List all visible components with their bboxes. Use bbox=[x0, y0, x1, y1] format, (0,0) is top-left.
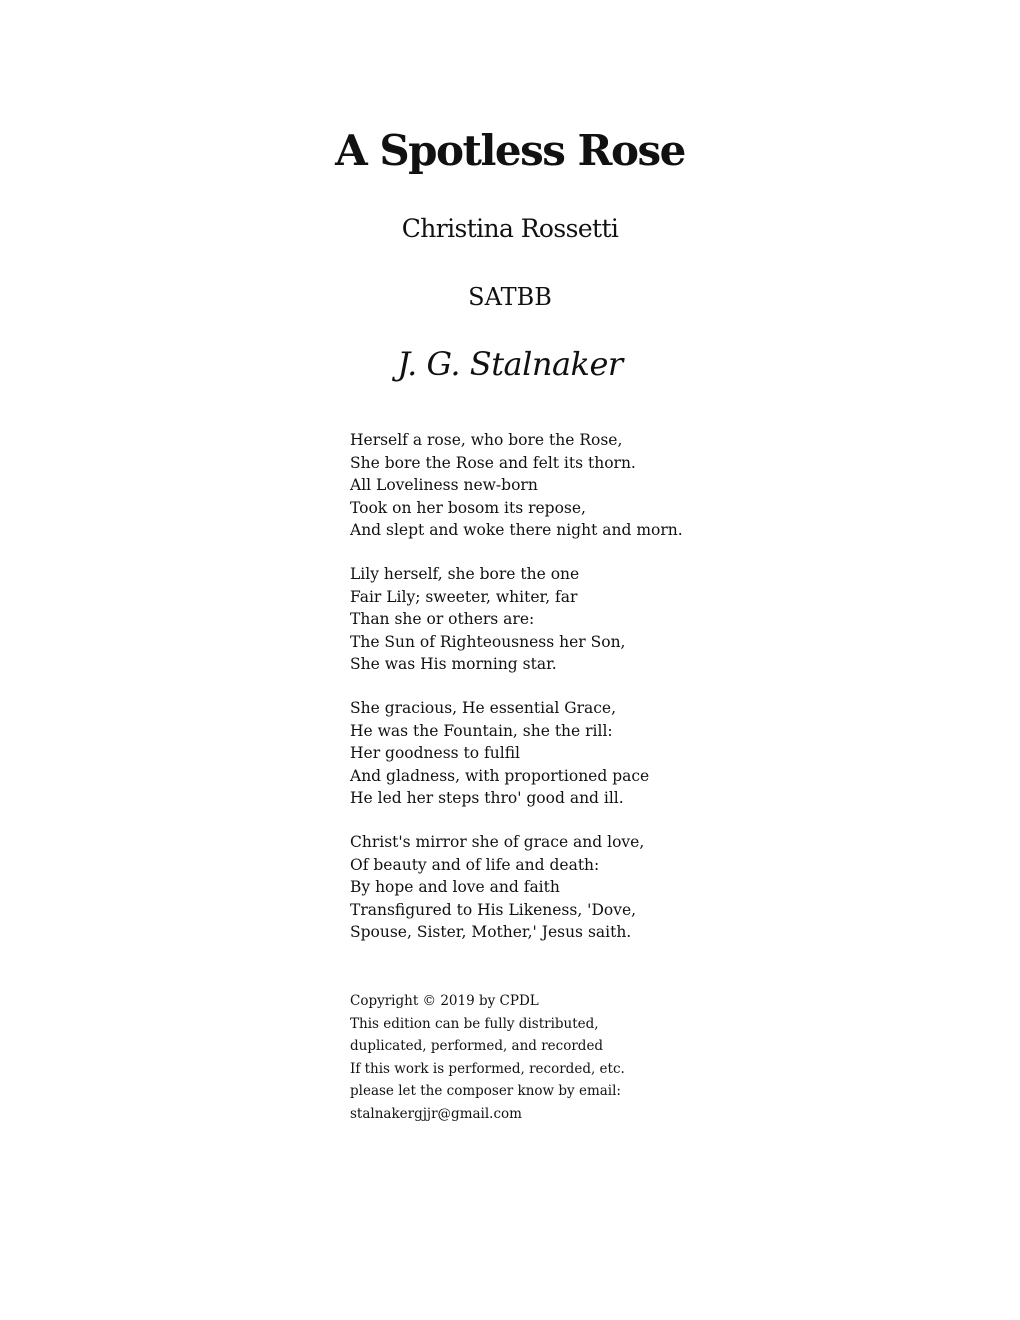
copyright-notice bbox=[350, 990, 950, 1125]
voicing-label: SATBB bbox=[468, 283, 552, 311]
poem-line: The Sun of Righteousness her Son, bbox=[350, 632, 626, 651]
poem-line: And slept and woke there night and morn. bbox=[350, 521, 683, 539]
poem-line: She was His morning star. bbox=[350, 655, 557, 673]
poem-line: Lily herself, she bore the one bbox=[350, 565, 580, 583]
stanza-1 bbox=[350, 429, 950, 542]
stanza-2 bbox=[350, 563, 950, 676]
stanza-4 bbox=[350, 831, 950, 944]
poem-line: Fair Lily; sweeter, whiter, far bbox=[350, 587, 578, 606]
poem-line: Took on her bosom its repose, bbox=[350, 498, 586, 517]
poem-line: She bore the Rose and felt its thorn. bbox=[350, 453, 636, 472]
poem-line: Than she or others are: bbox=[350, 610, 535, 628]
page-title: A Spotless Rose bbox=[335, 126, 685, 175]
poem-line: She gracious, He essential Grace, bbox=[350, 699, 617, 717]
notice-line: please let the composer know by email: bbox=[350, 1083, 621, 1099]
poem-line: All Loveliness new-born bbox=[350, 476, 538, 494]
copyright-line: Copyright © 2019 by CPDL bbox=[350, 993, 539, 1009]
composer-email: stalnakergjjr@gmail.com bbox=[350, 1105, 522, 1122]
license-line: duplicated, performed, and recorded bbox=[350, 1038, 604, 1054]
poem-line: He was the Fountain, she the rill: bbox=[350, 721, 613, 740]
poem-line: And gladness, with proportioned pace bbox=[350, 766, 650, 785]
poem-line: Spouse, Sister, Mother,' Jesus saith. bbox=[350, 923, 632, 941]
poem-line: Her goodness to fulfil bbox=[350, 744, 520, 762]
poem-line: Transfigured to His Likeness, 'Dove, bbox=[350, 900, 637, 919]
stanza-3 bbox=[350, 697, 950, 810]
poem-line: Of beauty and of life and death: bbox=[350, 855, 600, 874]
composer-name: J. G. Stalnaker bbox=[397, 345, 623, 383]
poem-line: By hope and love and faith bbox=[350, 878, 560, 896]
poem-line: Herself a rose, who bore the Rose, bbox=[350, 431, 623, 449]
license-line: This edition can be fully distributed, bbox=[350, 1015, 599, 1032]
poem-line: He led her steps thro' good and ill. bbox=[350, 789, 624, 807]
notice-line: If this work is performed, recorded, etc. bbox=[350, 1060, 625, 1077]
poem-text bbox=[350, 429, 950, 965]
poem-line: Christ's mirror she of grace and love, bbox=[350, 833, 645, 851]
poet-name: Christina Rossetti bbox=[401, 214, 619, 243]
